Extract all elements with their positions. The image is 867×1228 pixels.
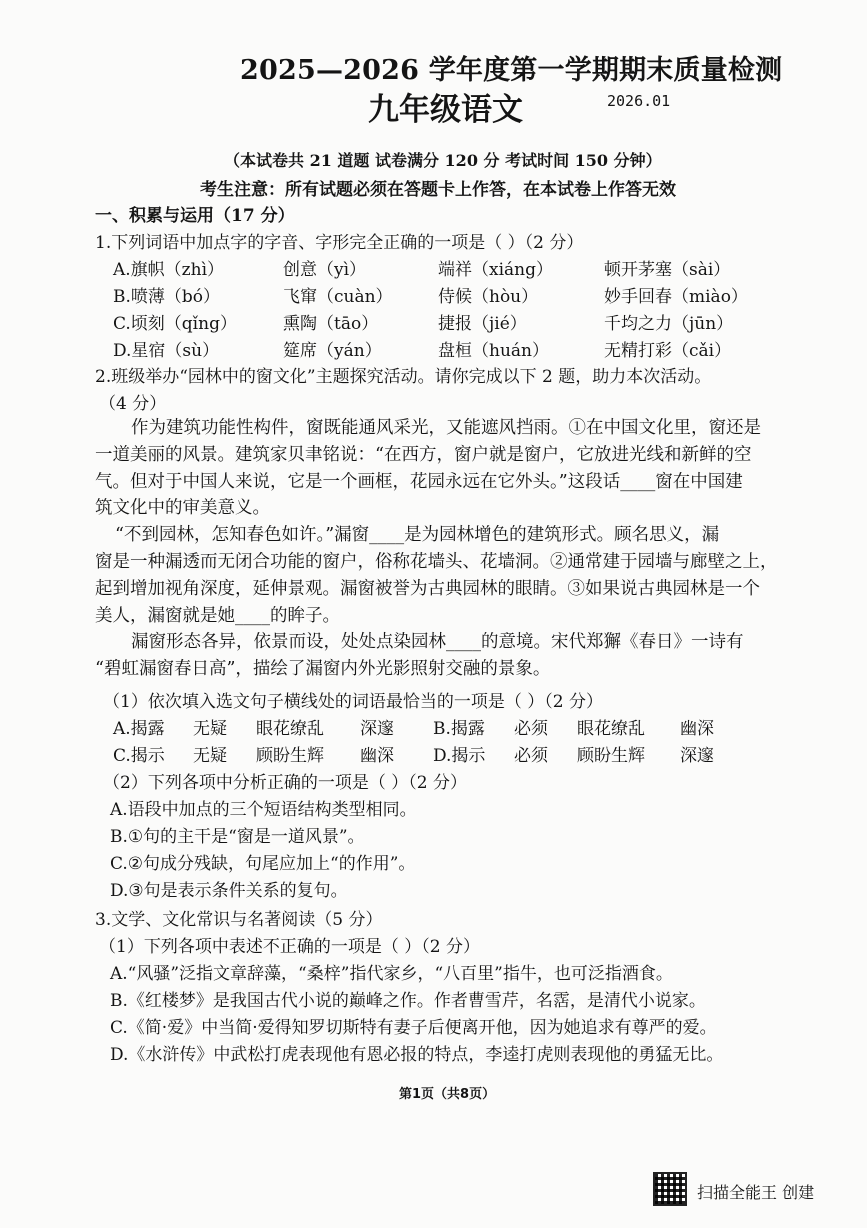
- q1-option-cell: 妙手回春（miào）: [604, 287, 748, 307]
- q3-option: A.“风骚”泛指文章辞藻，“桑梓”指代家乡，“八百里”指牛，也可泛指酒食。: [110, 964, 673, 984]
- q2-sub1-option: 眼花缭乱: [256, 719, 324, 739]
- passage-line: “不到园林，怎知春色如许。”漏窗____是为园林增色的建筑形式。顾名思义，漏: [115, 525, 720, 546]
- q1-option-cell: 顿开茅塞（sài）: [604, 260, 731, 280]
- q2-sub1-option: 深邃: [360, 719, 394, 739]
- q2-sub1-option: 幽深: [360, 746, 394, 766]
- q2-sub1-option: A.揭露: [113, 719, 165, 739]
- q2-sub1-option: 必须: [514, 719, 548, 739]
- q2-sub1-option: 无疑: [193, 719, 227, 739]
- q1-option-cell: C.顷刻（qǐng）: [113, 314, 237, 334]
- q2-sub2-option: C.②句成分残缺，句尾应加上“的作用”。: [110, 854, 416, 874]
- q1-option-cell: 筵席（yán）: [283, 341, 382, 361]
- q2-score: （4 分）: [99, 394, 167, 414]
- q2-sub1-option: B.揭露: [433, 719, 485, 739]
- q1-option-cell: 侍候（hòu）: [438, 287, 539, 307]
- q1-option-cell: 捷报（jié）: [438, 314, 527, 334]
- q2-sub1-option: 必须: [514, 746, 548, 766]
- q2-sub1-option: D.揭示: [433, 746, 486, 766]
- q2-sub2-option: A.语段中加点的三个短语结构类型相同。: [110, 800, 417, 820]
- passage-line: 气。但对于中国人来说，它是一个画框，花园永远在它外头。”这段话____窗在中国建: [95, 471, 743, 492]
- passage-line: 筑文化中的审美意义。: [95, 498, 270, 519]
- passage-line: 漏窗形态各异，依景而设，处处点染园林____的意境。宋代郑獬《春日》一诗有: [131, 632, 744, 653]
- exam-title: 2025—2026 学年度第一学期期末质量检测: [240, 55, 783, 86]
- passage-line: 窗是一种漏透而无闭合功能的窗户，俗称花墙头、花墙洞。②通常建于园墙与廊壁之上，: [95, 552, 778, 572]
- section-title: 一、积累与运用（17 分）: [95, 206, 295, 226]
- q3-option: B.《红楼梦》是我国古代小说的巅峰之作。作者曹雪芹，名霑，是清代小说家。: [110, 991, 706, 1011]
- passage-line: “碧虹漏窗春日高”，描绘了漏窗内外光影照射交融的景象。: [95, 659, 551, 680]
- q2-sub1-stem: （1）依次填入选文句子横线处的词语最恰当的一项是（ ）（2 分）: [103, 692, 603, 712]
- passage-line: 起到增加视角深度，延伸景观。漏窗被誉为古典园林的眼睛。③如果说古典园林是一个: [95, 578, 760, 599]
- scanner-brand: 扫描全能王 创建: [697, 1183, 815, 1202]
- q1-option-cell: 盘桓（huán）: [438, 341, 549, 361]
- q3-option: D.《水浒传》中武松打虎表现他有恩必报的特点，李逵打虎则表现他的勇猛无比。: [110, 1045, 724, 1065]
- q1-stem: 1.下列词语中加点字的字音、字形完全正确的一项是（ ）（2 分）: [95, 233, 584, 253]
- q1-option-cell: D.星宿（sù）: [113, 341, 220, 361]
- q2-sub1-option: 眼花缭乱: [577, 719, 645, 739]
- passage-line: 一道美丽的风景。建筑家贝聿铭说：“在西方，窗户就是窗户，它放进光线和新鲜的空: [95, 444, 752, 465]
- exam-info: （本试卷共 21 道题 试卷满分 120 分 考试时间 150 分钟）: [224, 151, 662, 170]
- q1-option-cell: 无精打彩（cǎi）: [604, 341, 732, 361]
- qr-code-icon: [653, 1172, 687, 1206]
- q1-option-cell: A.旗帜（zhì）: [113, 260, 225, 280]
- q1-option-cell: 千均之力（jūn）: [604, 314, 734, 334]
- exam-subtitle: 九年级语文: [368, 92, 523, 128]
- q3-option: C.《简·爱》中当简·爱得知罗切斯特有妻子后便离开他，因为她追求有尊严的爱。: [110, 1018, 717, 1038]
- passage-line: 作为建筑功能性构件，窗既能通风采光，又能遮风挡雨。①在中国文化里，窗还是: [131, 418, 761, 438]
- q1-option-cell: 飞窜（cuàn）: [283, 287, 393, 307]
- q2-sub2-option: D.③句是表示条件关系的复句。: [110, 881, 348, 901]
- exam-date: 2026.01: [607, 92, 671, 110]
- q1-option-cell: 创意（yì）: [283, 260, 367, 280]
- q1-option-cell: B.喷薄（bó）: [113, 287, 221, 307]
- passage-line: 美人，漏窗就是她____的眸子。: [95, 605, 340, 626]
- q2-sub1-option: C.揭示: [113, 746, 165, 766]
- q2-sub1-option: 顾盼生辉: [577, 746, 645, 766]
- q1-option-cell: 端祥（xiáng）: [438, 260, 553, 280]
- q2-sub1-option: 顾盼生辉: [256, 746, 324, 766]
- q3-stem: 3.文学、文化常识与名著阅读（5 分）: [95, 910, 383, 930]
- page-number: 第1页（共8页）: [399, 1087, 496, 1102]
- q2-sub1-option: 深邃: [680, 746, 714, 766]
- exam-notice: 考生注意：所有试题必须在答题卡上作答，在本试卷上作答无效: [200, 180, 676, 200]
- q2-sub1-option: 无疑: [193, 746, 227, 766]
- q2-sub2-stem: （2）下列各项中分析正确的一项是（ ）（2 分）: [103, 773, 467, 793]
- q3-sub1-stem: （1）下列各项中表述不正确的一项是（ ）（2 分）: [99, 937, 480, 957]
- q1-option-cell: 熏陶（tāo）: [283, 314, 379, 334]
- q2-sub2-option: B.①句的主干是“窗是一道风景”。: [110, 827, 365, 847]
- q2-stem: 2.班级举办“园林中的窗文化”主题探究活动。请你完成以下 2 题，助力本次活动。: [95, 367, 712, 387]
- q2-sub1-option: 幽深: [680, 719, 714, 739]
